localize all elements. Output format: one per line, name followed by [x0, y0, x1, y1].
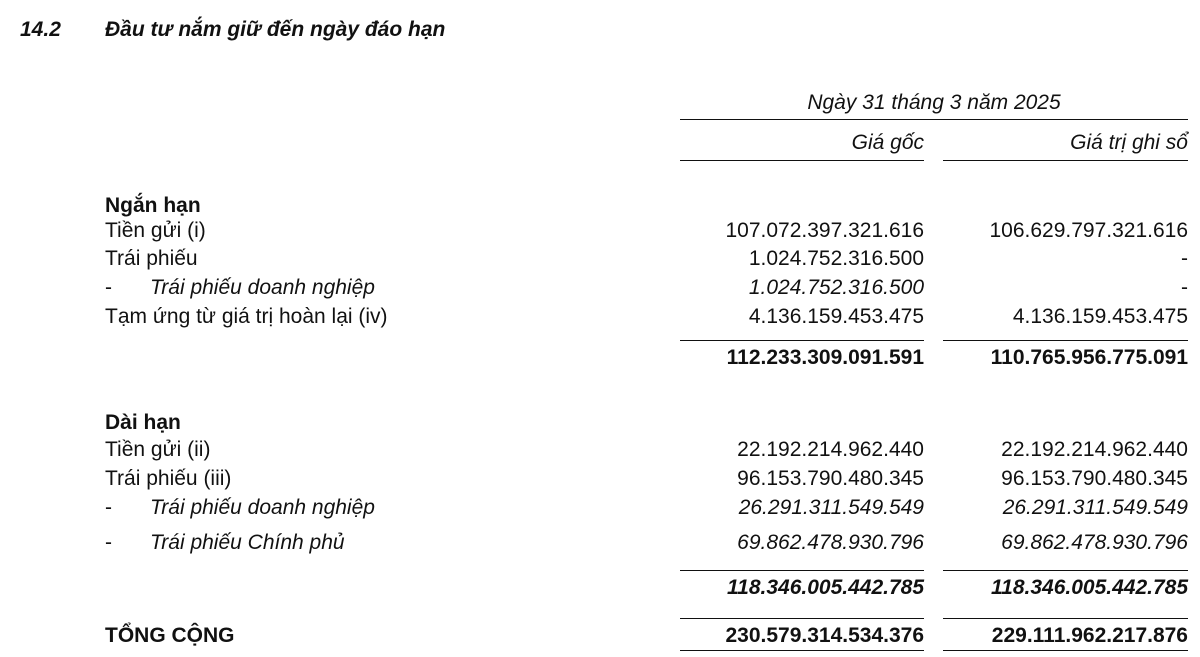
- grand-total-cost: 230.579.314.534.376: [680, 618, 924, 648]
- date-column-header: Ngày 31 tháng 3 năm 2025: [680, 91, 1188, 120]
- section-number: 14.2: [20, 18, 61, 41]
- cost-value: 22.192.214.962.440: [737, 438, 924, 461]
- row-label: Tạm ứng từ giá trị hoàn lại (iv): [105, 305, 388, 328]
- row-label: Tiền gửi (ii): [105, 438, 211, 461]
- table-row: [0, 246, 1200, 271]
- short-term-heading: Ngắn hạn: [105, 194, 201, 217]
- table-row: [0, 275, 1200, 300]
- cost-value: 107.072.397.321.616: [725, 219, 924, 242]
- row-label: Trái phiếu Chính phủ: [150, 531, 345, 554]
- grand-total-label: TỔNG CỘNG: [105, 624, 235, 647]
- row-dash: -: [105, 531, 112, 554]
- carrying-value: -: [1181, 276, 1188, 299]
- short-term-total-cost: 112.233.309.091.591: [680, 340, 924, 370]
- row-dash: -: [105, 496, 112, 519]
- cost-value: 4.136.159.453.475: [748, 305, 924, 328]
- grand-total-carrying: 229.111.962.217.876: [943, 618, 1188, 648]
- long-term-heading-row: [0, 410, 1200, 435]
- short-term-total-carrying: 110.765.956.775.091: [943, 340, 1188, 370]
- row-dash: -: [105, 276, 112, 299]
- grand-total-row: [0, 618, 1200, 647]
- row-label: Trái phiếu: [105, 247, 198, 270]
- carrying-value: -: [1181, 247, 1188, 270]
- cost-value: 26.291.311.549.549: [738, 496, 924, 519]
- carrying-value: 22.192.214.962.440: [1001, 438, 1188, 461]
- cost-value: 96.153.790.480.345: [737, 467, 924, 490]
- cost-column-header: Giá gốc: [680, 131, 924, 161]
- row-label: Trái phiếu doanh nghiệp: [150, 496, 375, 519]
- cost-value: 69.862.478.930.796: [737, 531, 924, 554]
- carrying-value: 96.153.790.480.345: [1001, 467, 1188, 490]
- short-term-total-row: [0, 340, 1200, 369]
- carrying-value: 4.136.159.453.475: [1012, 305, 1188, 328]
- table-row: [0, 466, 1200, 491]
- table-row: [0, 218, 1200, 243]
- long-term-total-row: [0, 570, 1200, 599]
- long-term-total-cost: 118.346.005.442.785: [680, 570, 924, 600]
- row-label: Trái phiếu doanh nghiệp: [150, 276, 375, 299]
- row-label: Trái phiếu (iii): [105, 467, 232, 490]
- table-row: [0, 530, 1200, 555]
- carrying-value: 106.629.797.321.616: [989, 219, 1188, 242]
- long-term-heading: Dài hạn: [105, 411, 181, 434]
- cost-value: 1.024.752.316.500: [748, 276, 924, 299]
- cost-value: 1.024.752.316.500: [748, 247, 924, 270]
- table-row: [0, 304, 1200, 329]
- carrying-value-column-header: Giá trị ghi sổ: [943, 131, 1188, 161]
- double-underline: [943, 650, 1188, 651]
- short-term-heading-row: [0, 193, 1200, 218]
- carrying-value: 69.862.478.930.796: [1001, 531, 1188, 554]
- carrying-value: 26.291.311.549.549: [1002, 496, 1188, 519]
- row-label: Tiền gửi (i): [105, 219, 206, 242]
- double-underline: [680, 650, 924, 651]
- section-title: Đầu tư nắm giữ đến ngày đáo hạn: [105, 18, 446, 41]
- table-row: [0, 495, 1200, 520]
- long-term-total-carrying: 118.346.005.442.785: [943, 570, 1188, 600]
- table-row: [0, 437, 1200, 462]
